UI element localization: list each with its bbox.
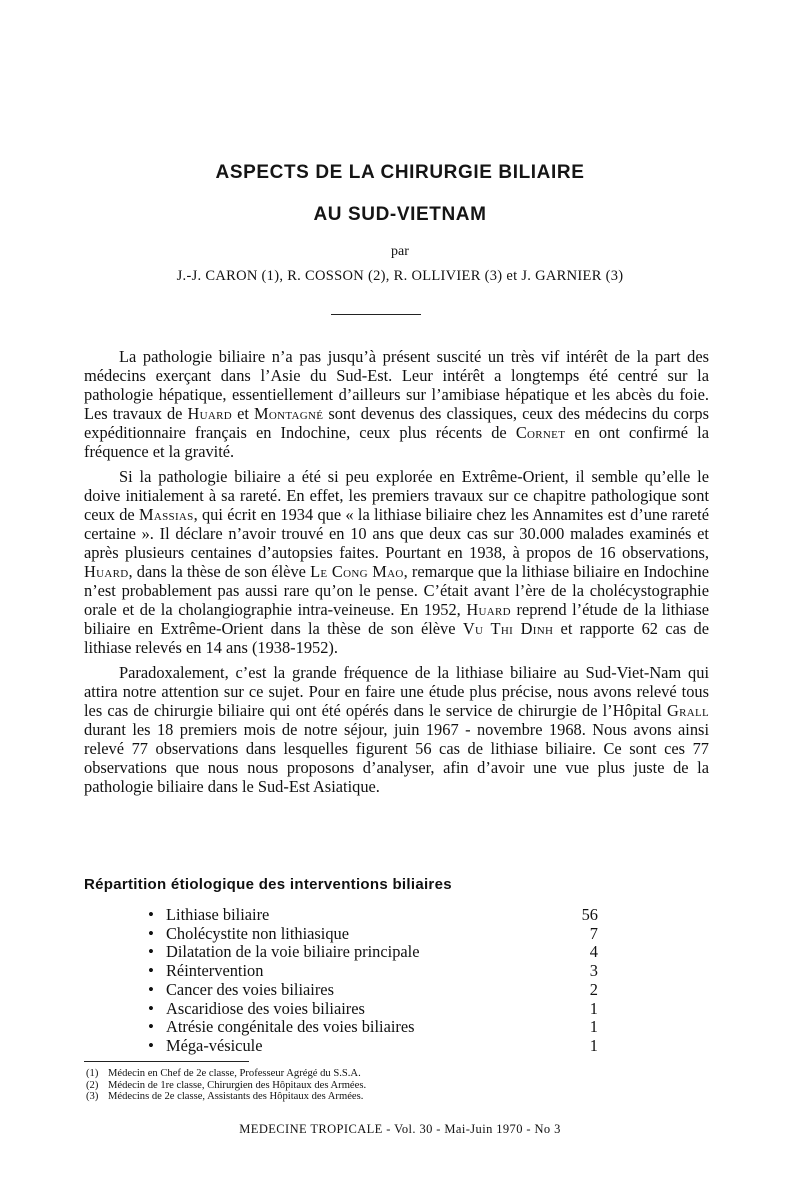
item-count: 56 — [581, 905, 598, 924]
article-title-line-1: ASPECTS DE LA CHIRURGIE BILIAIRE — [215, 162, 585, 183]
author-ref: Huard — [84, 562, 129, 582]
author-ref: Cornet — [515, 423, 566, 443]
author-ref: Montagné — [254, 404, 324, 424]
footnotes — [86, 1068, 708, 1103]
etiology-list — [148, 906, 598, 1056]
paragraph-3: Paradoxalement, c’est la grande fréquence de la lithiase biliaire au Sud-Viet-Nam qui attira notre attention sur ce sujet. Pour en faire une étude plus précise, nous avons relevé tous les cas de chirurgie biliaire qui ont été opérés dans le service de chirurgie de l’Hôpital Grall durant les 18 premiers mois de notre séjour, juin 1967 - novembre 1968. Nous avons ainsi relevé 77 observations dans lesquelles figurent 56 cas de lithiase biliaire. Ce sont ces 77 observations que nous nous proposons d’analyser, afin d’avoir une vue plus juste de la pathologie biliaire dans le Sud-Est Asiatique. — [84, 662, 709, 797]
list-item: • Cancer des voies biliaires 2 — [148, 981, 598, 1000]
footnote: (1) Médecin en Chef de 2e classe, Professeur Agrégé du S.S.A. — [86, 1068, 361, 1079]
hospital-name: Grall — [666, 700, 709, 720]
paragraph-1: La pathologie biliaire n’a pas jusqu’à présent suscité un très vif intérêt de la part des médecins exerçant dans l’Asie du Sud-Est. Leur intérêt a longtemps été centré sur la pathologie hépatique, essentiellement d’ailleurs sur l’amibiase hépatique et les abcès du foie. Les travaux de Huard et Montagné sont devenus des classiques, ceux des médecins du corps expéditionnaire français en Indochine, ceux plus récents de Cornet en ont confirmé la fréquence et la gravité. — [84, 347, 709, 462]
footnote: (3) Médecins de 2e classe, Assistants des Hôpitaux des Armées. — [86, 1091, 364, 1103]
list-item: • Cholécystite non lithiasique 7 — [148, 925, 598, 944]
article-body — [84, 347, 709, 801]
paragraph-2: Si la pathologie biliaire a été si peu explorée en Extrême-Orient, il semble qu’elle le doive initialement à sa rareté. En effet, les premiers travaux sur ce chapitre pathologique sont ceux de Massias, qui écrit en 1934 que « la lithiase biliaire chez les Annamites est d’une rareté certaine ». Il déclare n’avoir trouvé en 10 ans que deux cas sur 30.000 malades examinés et après plusieurs centaines d’autopsies faites. Pourtant en 1938, à propos de 16 observations, Huard, dans la thèse de son élève Le Cong Mao, remarque que la lithiase biliaire en Indochine n’est probablement pas aussi rare qu’on le pense. C’était avant l’ère de la cholécystographie orale et de la cholangiographie intra-veineuse. En 1952, Huard reprend l’étude de la lithiase biliaire en Extrême-Orient dans la thèse de son élève Vu Thi Dinh et rapporte 62 cas de lithiase relevés en 14 ans (1938-1952). — [84, 466, 709, 658]
author-ref: Huard — [187, 404, 233, 424]
list-item: • Dilatation de la voie biliaire principale 4 — [148, 943, 598, 962]
author-ref: Le Cong Mao — [310, 562, 404, 582]
item-count: 1 — [589, 998, 598, 1018]
author-ref: Massias — [139, 504, 194, 524]
item-count: 7 — [589, 923, 598, 943]
byline-par: par — [391, 244, 409, 259]
item-count: 1 — [589, 1017, 598, 1037]
item-count: 3 — [589, 961, 598, 981]
item-count: 4 — [589, 942, 598, 962]
footnote-divider — [84, 1061, 249, 1062]
list-item: • Réintervention 3 — [148, 962, 598, 981]
footnote: (2) Médecin de 1re classe, Chirurgien des Hôpitaux des Armées. — [86, 1079, 367, 1091]
list-item: • Méga-vésicule 1 — [148, 1037, 598, 1056]
item-count: 1 — [589, 1035, 598, 1055]
article-title-line-2: AU SUD-VIETNAM — [313, 204, 487, 225]
section-heading: Répartition étiologique des interventions biliaires — [84, 876, 452, 893]
item-count: 2 — [589, 979, 598, 999]
title-divider — [331, 314, 421, 315]
list-item: • Atrésie congénitale des voies biliaires 1 — [148, 1018, 598, 1037]
list-item: • Lithiase biliaire 56 — [148, 906, 598, 925]
author-list: J.-J. CARON (1), R. COSSON (2), R. OLLIVIER (3) et J. GARNIER (3) — [176, 268, 624, 284]
list-item: • Ascaridiose des voies biliaires 1 — [148, 1000, 598, 1019]
author-ref: Vu Thi Dinh — [462, 619, 554, 639]
author-ref: Huard — [466, 600, 511, 620]
journal-footer: MEDECINE TROPICALE - Vol. 30 - Mai-Juin 1970 - No 3 — [239, 1122, 561, 1136]
